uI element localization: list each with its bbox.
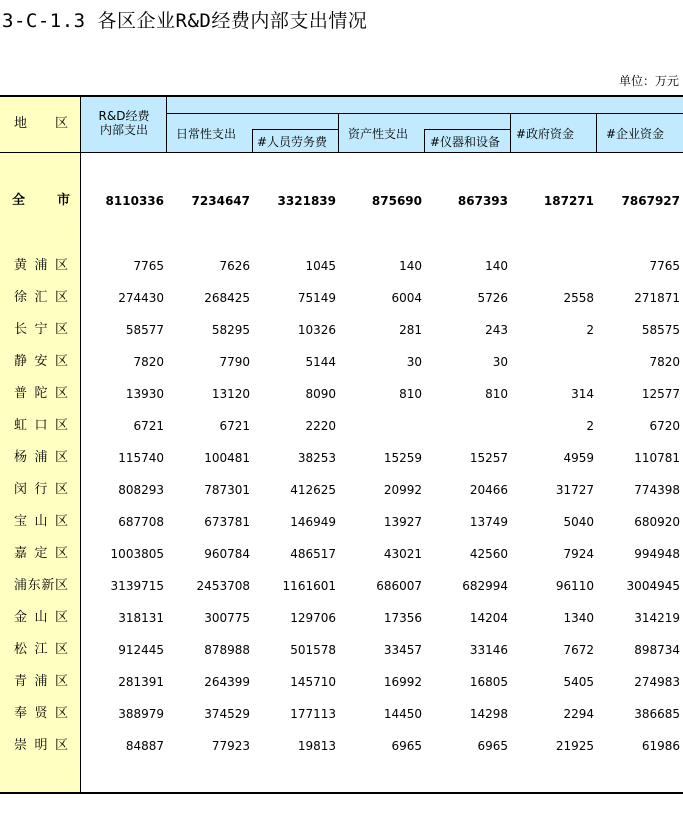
cell-personnel: 501578 (290, 643, 336, 657)
header-asset: 资产性支出 (348, 127, 409, 141)
cell-personnel: 146949 (290, 515, 336, 529)
table-row (0, 384, 683, 404)
cell-gov: 2294 (563, 707, 594, 721)
header-line (252, 129, 338, 130)
header-subdivider (424, 129, 425, 152)
cell-equipment: 33146 (469, 643, 508, 657)
cell-equipment: 867393 (457, 194, 508, 208)
cell-asset: 6004 (391, 291, 422, 305)
cell-equipment: 14298 (469, 707, 508, 721)
cell-enterprise: 680920 (634, 515, 680, 529)
total-row (0, 191, 683, 211)
cell-asset: 281 (399, 323, 422, 337)
cell-asset: 686007 (376, 579, 422, 593)
cell-equipment: 243 (485, 323, 508, 337)
cell-asset: 16992 (383, 675, 422, 689)
cell-rd-total: 7765 (133, 259, 164, 273)
cell-rd-total: 388979 (118, 707, 164, 721)
cell-daily: 100481 (204, 451, 250, 465)
cell-gov: 5040 (563, 515, 594, 529)
cell-gov: 2 (586, 419, 594, 433)
cell-personnel: 3321839 (277, 194, 336, 208)
table-row (0, 544, 683, 564)
row-name: 普陀区 (14, 386, 68, 401)
cell-daily: 960784 (204, 547, 250, 561)
cell-rd-total: 274430 (118, 291, 164, 305)
cell-gov: 4959 (563, 451, 594, 465)
cell-equipment: 682994 (462, 579, 508, 593)
cell-asset: 17356 (383, 611, 422, 625)
cell-equipment: 30 (492, 355, 508, 369)
cell-daily: 878988 (204, 643, 250, 657)
row-name: 徐汇区 (14, 290, 68, 305)
cell-enterprise: 271871 (634, 291, 680, 305)
cell-daily: 58295 (211, 323, 250, 337)
cell-equipment: 6965 (477, 739, 508, 753)
cell-enterprise: 898734 (634, 643, 680, 657)
cell-daily: 77923 (211, 739, 250, 753)
row-name: 宝山区 (14, 514, 68, 529)
unit-label: 单位：万元 (618, 74, 679, 88)
row-name: 崇明区 (14, 738, 68, 753)
cell-daily: 7234647 (191, 194, 250, 208)
cell-personnel: 129706 (290, 611, 336, 625)
header-line (424, 129, 510, 130)
cell-daily: 6721 (219, 419, 250, 433)
cell-rd-total: 7820 (133, 355, 164, 369)
table-row (0, 576, 683, 596)
row-name: 杨浦区 (14, 450, 68, 465)
cell-asset: 15259 (383, 451, 422, 465)
cell-enterprise: 7765 (649, 259, 680, 273)
cell-enterprise: 7820 (649, 355, 680, 369)
cell-rd-total: 58577 (125, 323, 164, 337)
row-name: 静安区 (14, 354, 68, 369)
row-name: 长宁区 (14, 322, 68, 337)
table-row (0, 256, 683, 276)
cell-gov: 1340 (563, 611, 594, 625)
cell-asset: 810 (399, 387, 422, 401)
cell-personnel: 412625 (290, 483, 336, 497)
row-name: 黄浦区 (14, 258, 68, 273)
cell-equipment: 5726 (477, 291, 508, 305)
table-row (0, 512, 683, 532)
cell-gov: 314 (571, 387, 594, 401)
table-row (0, 448, 683, 468)
header-enterprise: #企业资金 (606, 127, 665, 141)
cell-equipment: 16805 (469, 675, 508, 689)
cell-gov: 2558 (563, 291, 594, 305)
row-name: 嘉定区 (14, 546, 68, 561)
header-rd-total: R&D经费 内部支出 (98, 109, 150, 137)
cell-rd-total: 318131 (118, 611, 164, 625)
cell-rd-total: 808293 (118, 483, 164, 497)
header-equipment: #仪器和设备 (430, 135, 501, 149)
row-name: 青浦区 (14, 674, 68, 689)
cell-asset: 6965 (391, 739, 422, 753)
cell-daily: 673781 (204, 515, 250, 529)
cell-enterprise: 7867927 (621, 194, 680, 208)
cell-personnel: 8090 (305, 387, 336, 401)
table-row (0, 320, 683, 340)
cell-rd-total: 84887 (125, 739, 164, 753)
cell-enterprise: 386685 (634, 707, 680, 721)
cell-enterprise: 314219 (634, 611, 680, 625)
header-daily: 日常性支出 (176, 127, 237, 141)
row-name: 全 市 (12, 193, 70, 208)
header-line (166, 113, 683, 114)
cell-enterprise: 61986 (641, 739, 680, 753)
header-divider (596, 113, 597, 152)
cell-enterprise: 6720 (649, 419, 680, 433)
cell-personnel: 10326 (297, 323, 336, 337)
row-name: 金山区 (14, 610, 68, 625)
cell-equipment: 13749 (469, 515, 508, 529)
table-title: 3-C-1.3 各区企业R&D经费内部支出情况 (2, 10, 368, 32)
header-background (80, 97, 683, 152)
cell-enterprise: 58575 (641, 323, 680, 337)
row-name: 松江区 (14, 642, 68, 657)
header-region: 地 区 (14, 116, 68, 131)
cell-rd-total: 115740 (118, 451, 164, 465)
header-subdivider (252, 129, 253, 152)
table-row (0, 416, 683, 436)
cell-daily: 7790 (219, 355, 250, 369)
cell-equipment: 14204 (469, 611, 508, 625)
cell-rd-total: 3139715 (110, 579, 164, 593)
cell-rd-total: 6721 (133, 419, 164, 433)
cell-daily: 7626 (219, 259, 250, 273)
cell-enterprise: 774398 (634, 483, 680, 497)
cell-asset: 33457 (383, 643, 422, 657)
table-row (0, 672, 683, 692)
cell-enterprise: 3004945 (626, 579, 680, 593)
cell-asset: 140 (399, 259, 422, 273)
cell-gov: 31727 (555, 483, 594, 497)
cell-gov: 7672 (563, 643, 594, 657)
cell-daily: 2453708 (196, 579, 250, 593)
cell-asset: 43021 (383, 547, 422, 561)
cell-personnel: 145710 (290, 675, 336, 689)
cell-equipment: 42560 (469, 547, 508, 561)
cell-personnel: 1045 (305, 259, 336, 273)
cell-equipment: 810 (485, 387, 508, 401)
cell-gov: 96110 (555, 579, 594, 593)
cell-daily: 300775 (204, 611, 250, 625)
header-gov: #政府资金 (516, 127, 575, 141)
table-row (0, 608, 683, 628)
cell-enterprise: 110781 (634, 451, 680, 465)
cell-enterprise: 12577 (641, 387, 680, 401)
cell-asset: 20992 (383, 483, 422, 497)
cell-rd-total: 912445 (118, 643, 164, 657)
cell-personnel: 5144 (305, 355, 336, 369)
cell-daily: 13120 (211, 387, 250, 401)
header-personnel: #人员劳务费 (257, 135, 328, 149)
cell-equipment: 15257 (469, 451, 508, 465)
cell-personnel: 1161601 (282, 579, 336, 593)
cell-gov: 187271 (543, 194, 594, 208)
cell-equipment: 140 (485, 259, 508, 273)
cell-equipment: 20466 (469, 483, 508, 497)
bottom-rule (0, 792, 683, 794)
top-rule (0, 95, 683, 97)
cell-enterprise: 274983 (634, 675, 680, 689)
table-row (0, 352, 683, 372)
cell-daily: 264399 (204, 675, 250, 689)
table-row (0, 480, 683, 500)
cell-personnel: 177113 (290, 707, 336, 721)
cell-personnel: 19813 (297, 739, 336, 753)
cell-personnel: 2220 (305, 419, 336, 433)
cell-personnel: 38253 (297, 451, 336, 465)
header-rule (0, 152, 683, 153)
cell-asset: 875690 (371, 194, 422, 208)
cell-daily: 268425 (204, 291, 250, 305)
row-name: 闵行区 (14, 482, 68, 497)
table-row (0, 736, 683, 756)
cell-rd-total: 1003805 (110, 547, 164, 561)
cell-gov: 5405 (563, 675, 594, 689)
cell-rd-total: 13930 (125, 387, 164, 401)
table-row (0, 704, 683, 724)
row-name: 奉贤区 (14, 706, 68, 721)
header-divider (166, 97, 167, 152)
cell-personnel: 486517 (290, 547, 336, 561)
cell-rd-total: 687708 (118, 515, 164, 529)
cell-rd-total: 281391 (118, 675, 164, 689)
cell-daily: 374529 (204, 707, 250, 721)
table-row (0, 288, 683, 308)
header-divider (510, 113, 511, 152)
cell-gov: 21925 (555, 739, 594, 753)
table-row (0, 640, 683, 660)
cell-asset: 30 (406, 355, 422, 369)
cell-gov: 2 (586, 323, 594, 337)
row-name: 虹口区 (14, 418, 68, 433)
cell-asset: 13927 (383, 515, 422, 529)
cell-asset: 14450 (383, 707, 422, 721)
header-divider (338, 113, 339, 152)
cell-gov: 7924 (563, 547, 594, 561)
cell-rd-total: 8110336 (105, 194, 164, 208)
cell-personnel: 75149 (297, 291, 336, 305)
cell-daily: 787301 (204, 483, 250, 497)
row-name: 浦东新区 (14, 578, 68, 593)
cell-enterprise: 994948 (634, 547, 680, 561)
